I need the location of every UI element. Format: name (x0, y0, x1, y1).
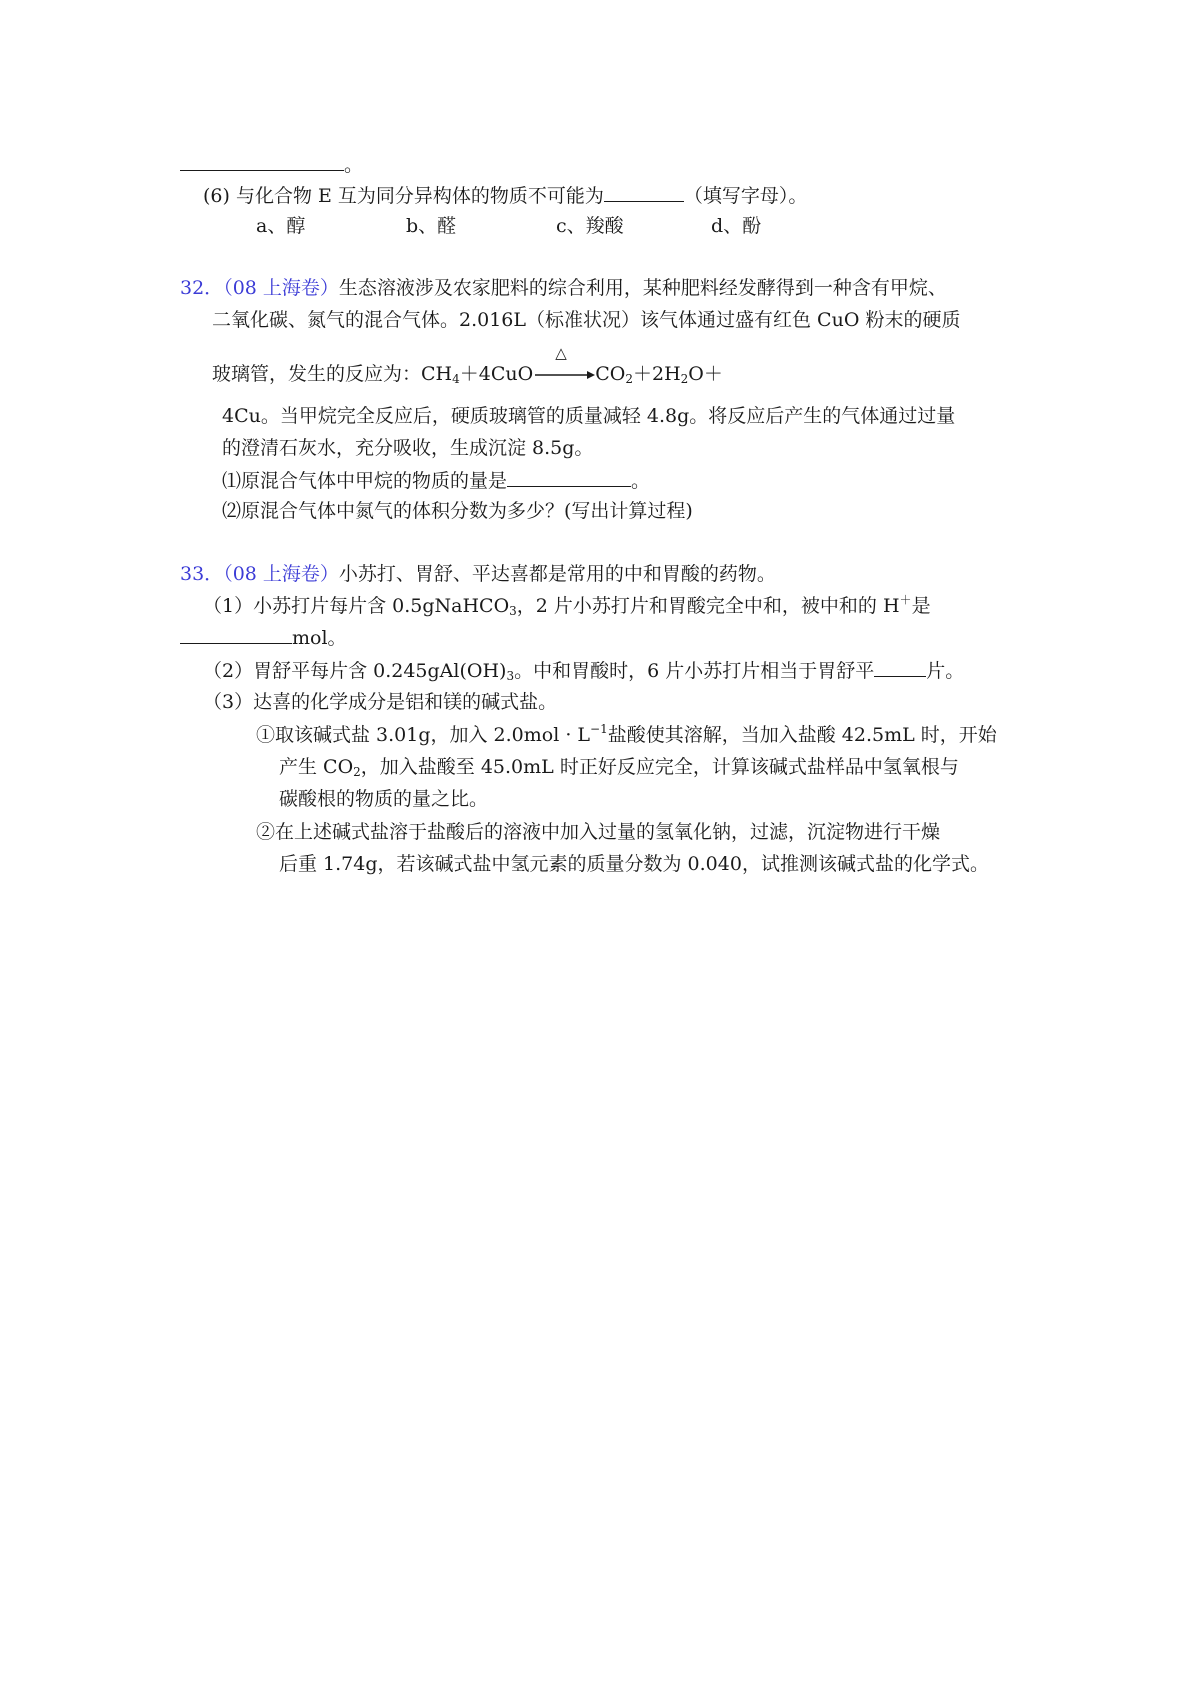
q33-sub1: （1）小苏打片每片含 0.5gNaHCO$_3$，2 片小苏打片和胃酸完全中和，被中和的 H＋是 (203, 593, 931, 618)
arrow-icon (533, 365, 595, 385)
answer-blank[interactable] (604, 181, 684, 202)
q33-sub1-answer: mol。 (180, 623, 347, 652)
answer-blank[interactable] (507, 466, 631, 487)
answer-blank[interactable] (180, 150, 344, 171)
q32-sub1: ⑴原混合气体中甲烷的物质的量是 。 (222, 466, 650, 495)
q31-sub6: (6) 与化合物 E 互为同分异构体的物质不可能为 （填写字母）。 (203, 181, 807, 210)
q32-sub2: ⑵原混合气体中氮气的体积分数为多少？(写出计算过程) (222, 500, 693, 522)
q33-part1-line1: ①取该碱式盐 3.01g，加入 $2.0mol \cdot L^{-1}$盐酸使其溶解，当加入盐酸 42.5mL 时，开始 (256, 722, 997, 746)
q33-part2-line1: ②在上述碱式盐溶于盐酸后的溶液中加入过量的氢氧化钠，过滤，沉淀物进行干燥 (256, 821, 941, 843)
q31-answer-line: 。 (180, 150, 363, 179)
answer-blank[interactable] (180, 623, 292, 644)
q32-line4: 4Cu。当甲烷完全反应后，硬质玻璃管的质量减轻 4.8g。将反应后产生的气体通过过量 (222, 405, 956, 427)
q32-line2: 二氧化碳、氮气的混合气体。2.016L（标准状况）该气体通过盛有红色 CuO 粉末的硬质 (212, 309, 961, 331)
q33-part1-line3: 碳酸根的物质的量之比。 (279, 788, 489, 810)
answer-blank[interactable] (874, 656, 926, 677)
q33-line1: 33．（08 上海卷）小苏打、胃舒、平达喜都是常用的中和胃酸的药物。 (180, 563, 776, 585)
reaction-arrow (533, 344, 595, 385)
q31-options (256, 212, 761, 240)
question-number: 32． (180, 277, 224, 299)
question-source: （08 上海卷） (223, 277, 339, 299)
question-number: 33． (180, 563, 224, 585)
option-b: b、醛 (406, 215, 457, 237)
q33-sub2: （2）胃舒平每片含 $0.245gAl(OH)_3$。中和胃酸时，6 片小苏打片相当于胃舒平 片。 (203, 656, 964, 685)
option-c: c、羧酸 (556, 215, 624, 237)
option-a: a、醇 (256, 215, 306, 237)
q32-equation-line: 玻璃管，发生的反应为：$CH_4+4CuO$ △ $CO_2+2H_2O+$ (212, 360, 723, 388)
q33-part2-line2: 后重 1.74g，若该碱式盐中氢元素的质量分数为 0.040，试推测该碱式盐的化学式。 (279, 853, 989, 875)
heat-symbol: △ (555, 344, 567, 362)
q33-sub3: （3）达喜的化学成分是铝和镁的碱式盐。 (203, 691, 558, 713)
q33-part1-line2: 产生 $CO_2$，加入盐酸至 45.0mL 时正好反应完全，计算该碱式盐样品中氢氧根与 (279, 756, 959, 779)
option-d: d、酚 (711, 215, 762, 237)
q32-line5: 的澄清石灰水，充分吸收，生成沉淀 8.5g。 (222, 437, 594, 459)
question-source: （08 上海卷） (223, 563, 339, 585)
q32-line1: 32．（08 上海卷）生态溶液涉及农家肥料的综合利用，某种肥料经发酵得到一种含有甲烷、 (180, 277, 947, 299)
